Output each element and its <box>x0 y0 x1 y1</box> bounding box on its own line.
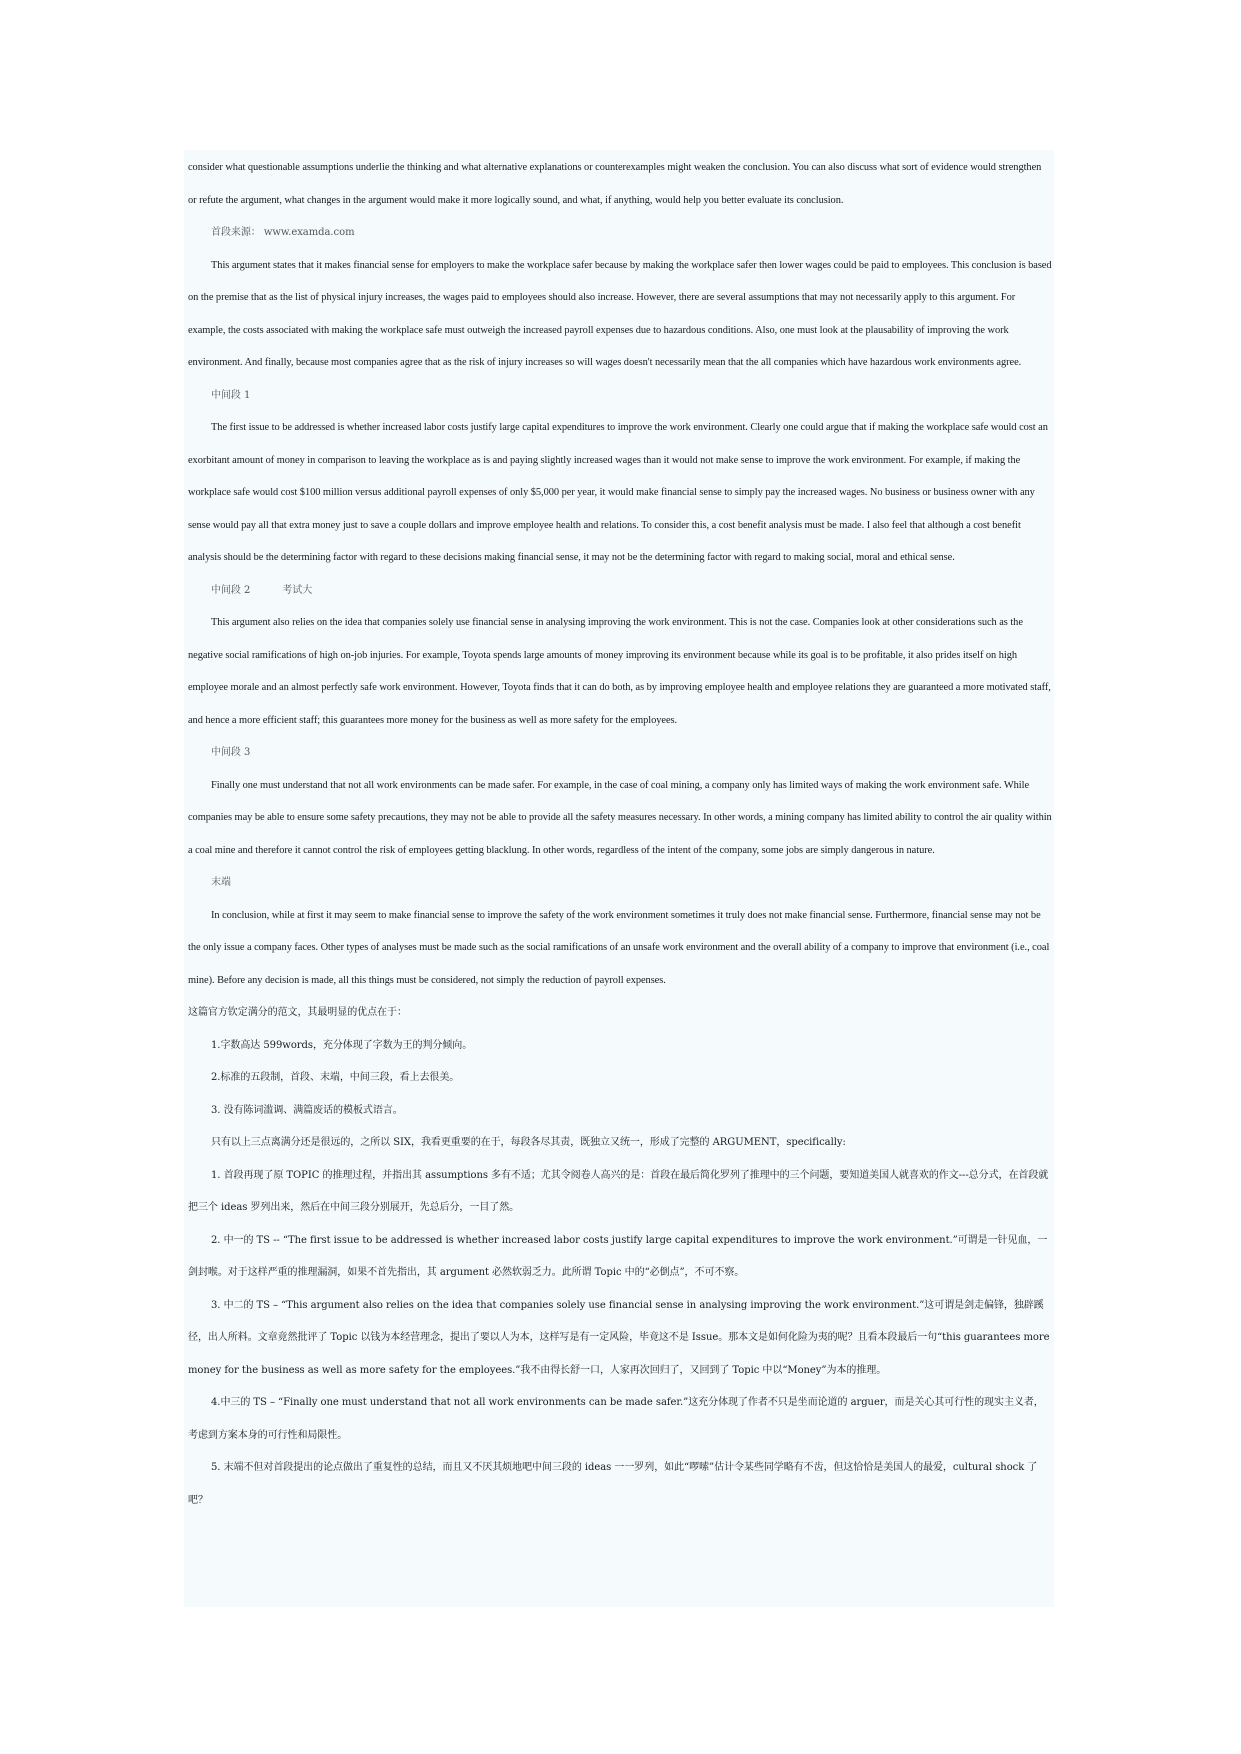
middle-section-2-label-text: 中间段 2 <box>211 584 251 596</box>
end-section-label: 末端 <box>211 877 231 888</box>
intro-paragraph: consider what questionable assumptions underlie the thinking and what alternative explanations or counterexamples might weaken the conclusion. You can also discuss what sort of evidence would strengthen or refute the argument, what changes in the argument would make it more logically sound, and what, if anything, would help you better evaluate its conclusion. <box>188 162 1042 206</box>
document-body <box>188 152 1052 1517</box>
middle-section-3-label: 中间段 3 <box>211 747 251 758</box>
commentary-lead: 这篇官方钦定满分的范文，其最明显的优点在于： <box>188 1007 407 1018</box>
commentary-point-3: 3. 没有陈词滥调、满篇废话的模板式语言。 <box>211 1104 403 1116</box>
middle-paragraph-3: Finally one must understand that not all work environments can be made safer. For example, in the case of coal mining, a company only has limited ways of making the work environment safe. While companies may be able to ensure some safety precautions, they may not be able to provide all the safety measures necessary. In other words, a mining company has limited ability to control the air quality within a coal mine and therefore it cannot control the risk of employees getting blacklung. In other words, regardless of the intent of the company, some jobs are simply dangerous in nature. <box>188 779 1052 856</box>
middle-section-2-note: 考试大 <box>282 584 313 596</box>
middle-section-1-label: 中间段 1 <box>211 389 251 401</box>
commentary-item-4: 4.中三的 TS – “Finally one must understand that not all work environments can be made safer.”这充分体现了作者不只是坐而论道的 arguer，而是关心其可行性的现实主义者，考虑到方案本身的可行性和局限性。 <box>188 1397 1044 1441</box>
commentary-item-2: 2. 中一的 TS -- “The first issue to be addressed is whether increased labor costs justify large capital expenditures to improve the work environment.”可谓是一针见血，一剑封喉。对于这样严重的推理漏洞，如果不首先指出，其 argument 必然软弱乏力。此所谓 Topic 中的“必倒点”，不可不察。 <box>188 1234 1048 1278</box>
commentary-summary: 只有以上三点离满分还是很远的，之所以 SIX，我看更重要的在于，每段各尽其责，既独立又统一，形成了完整的 ARGUMENT，specifically: <box>211 1137 846 1148</box>
commentary-point-2: 2.标准的五段制，首段、末端，中间三段，看上去很美。 <box>211 1072 460 1083</box>
commentary-item-1: 1. 首段再现了原 TOPIC 的推理过程，并指出其 assumptions 多有不适；尤其令阅卷人高兴的是：首段在最后简化罗列了推理中的三个问题，要知道美国人就喜欢的作文---总分式，在首段就把三个 ideas 罗列出来，然后在中间三段分别展开，先总后分，一目了然。 <box>188 1169 1049 1213</box>
middle-section-2-label <box>188 575 1052 608</box>
commentary-point-1: 1.字数高达 599words，充分体现了字数为王的判分倾向。 <box>211 1039 473 1051</box>
first-paragraph: This argument states that it makes financial sense for employers to make the workplace safer because by making the workplace safer then lower wages could be paid to employees. This conclusion is based on the premise that as the list of physical injury increases, the wages paid to employees should also increase. However, there are several assumptions that may not necessarily apply to this argument. For example, the costs associated with making the workplace safe must outweigh the increased payroll expenses due to hazardous conditions. Also, one must look at the plausability of improving the work environment. And finally, because most companies agree that as the risk of injury increases so will wages doesn't necessarily mean that the all companies which have hazardous work environments agree. <box>188 259 1052 368</box>
end-paragraph: In conclusion, while at first it may seem to make financial sense to improve the safety of the work environment sometimes it truly does not make financial sense. Furthermore, financial sense may not be the only issue a company faces. Other types of analyses must be made such as the social ramifications of an unsafe work environment and the overall ability of a company to improve that environment (i.e., coal mine). Before any decision is made, all this things must be considered, not simply the reduction of payroll expenses. <box>188 909 1050 986</box>
first-section-label: 首段来源： www.examda.com <box>211 227 355 238</box>
commentary-item-3: 3. 中二的 TS – “This argument also relies on the idea that companies solely use financial sense in analysing improving the work environment.”这可谓是剑走偏锋，独辟蹊径，出人所料。文章竟然批评了 Topic 以钱为本经营理念，提出了要以人为本，这样写是有一定风险，毕竟这不是 Issue。那本文是如何化险为夷的呢？且看本段最后一句“this guarantees more money for the business as well as more safety for the employees.”我不由得长舒一口，人家再次回归了，又回到了 Topic 中以“Money”为本的推理。 <box>188 1299 1050 1376</box>
middle-paragraph-2: This argument also relies on the idea that companies solely use financial sense in analysing improving the work environment. This is not the case. Companies look at other considerations such as the negative social ramifications of high on-job injuries. For example, Toyota spends large amounts of money improving its environment because while its goal is to be profitable, it also prides itself on high employee morale and an almost perfectly safe work environment. However, Toyota finds that it can do both, as by improving employee health and employee relations they are guaranteed a more motivated staff, and hence a more efficient staff; this guarantees more money for the business as well as more safety for the employees. <box>188 617 1051 726</box>
middle-paragraph-1: The first issue to be addressed is whether increased labor costs justify large capital expenditures to improve the work environment. Clearly one could argue that if making the workplace safe would cost an exorbitant amount of money in comparison to leaving the workplace as is and paying slightly increased wages than it would not make sense to improve the work environment. For example, if making the workplace safe would cost $100 million versus additional payroll expenses of only $5,000 per year, it would make financial sense to simply pay the increased wages. No business or business owner with any sense would pay all that extra money just to save a couple dollars and improve employee health and relations. To consider this, a cost benefit analysis must be made. I also feel that although a cost benefit analysis should be the determining factor with regard to these decisions making financial sense, it may not be the determining factor with regard to making social, moral and ethical sense. <box>188 422 1048 563</box>
commentary-item-5: 5. 末端不但对首段提出的论点做出了重复性的总结，而且又不厌其烦地吧中间三段的 ideas 一一罗列，如此“啰嗦”估计令某些同学略有不齿，但这恰恰是美国人的最爱，cultural shock 了吧？ <box>188 1462 1038 1506</box>
